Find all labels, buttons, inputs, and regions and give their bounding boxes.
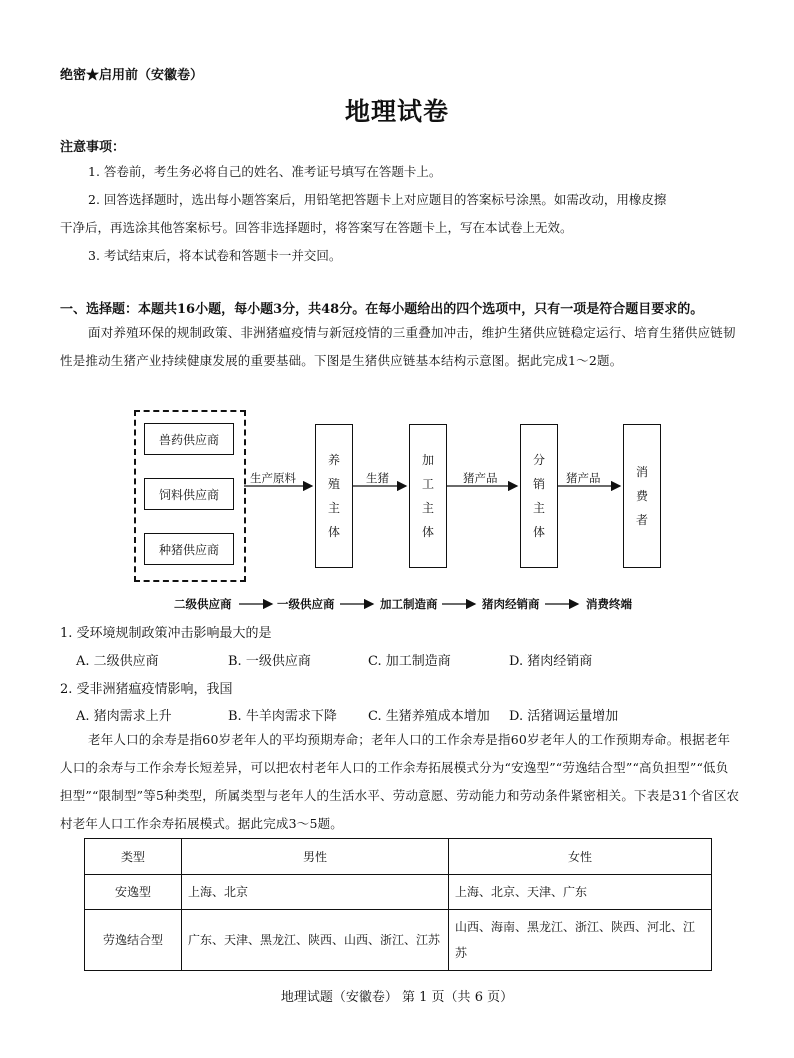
node-char: 主: [421, 501, 434, 515]
table-cell-male: 广东、天津、黑龙江、陕西、山西、浙江、江苏: [182, 910, 449, 971]
page-title: 地理试卷: [344, 97, 449, 126]
chain-distributor: 猪肉经销商: [482, 597, 540, 611]
arrow-label-raw-material: 生产原料: [250, 471, 296, 485]
notice-item-1: 1. 答卷前，考生务必将自己的姓名、准考证号填写在答题卡上。: [88, 164, 442, 179]
page-footer: 地理试题（安徽卷） 第 1 页（共 6 页）: [280, 990, 514, 1005]
table-header-male: 男性: [182, 839, 449, 875]
q2-option-b: B. 牛羊肉需求下降: [228, 709, 337, 724]
table-cell-male: 上海、北京: [182, 875, 449, 910]
table-header-row: [85, 839, 712, 875]
node-char: 者: [635, 513, 648, 527]
table-cell-type: 安逸型: [85, 875, 182, 910]
question-1-stem: 1. 受环境规制政策冲击影响最大的是: [60, 626, 272, 641]
node-char: 费: [635, 489, 648, 503]
exam-tag: 绝密★启用前（安徽卷）: [60, 68, 204, 83]
q1-option-b: B. 一级供应商: [228, 654, 311, 669]
supplier-breeding-pig: 种猪供应商: [144, 533, 234, 565]
chain-primary-supplier: 一级供应商: [277, 597, 335, 611]
node-char: 体: [532, 525, 545, 539]
node-char: 养: [327, 453, 340, 467]
table-cell-female: 上海、北京、天津、广东: [449, 875, 712, 910]
node-char: 消: [635, 465, 648, 479]
q2-option-a: A. 猪肉需求上升: [76, 709, 172, 724]
q1-option-a: A. 二级供应商: [76, 654, 159, 669]
table-cell-female: 山西、海南、黑龙江、浙江、陕西、河北、江苏: [449, 910, 712, 971]
table-row: [85, 910, 712, 971]
supplier-feed: 饲料供应商: [144, 478, 234, 510]
node-char: 加: [421, 453, 434, 467]
notice-heading: 注意事项：: [60, 140, 126, 155]
table-cell-type: 劳逸结合型: [85, 910, 182, 971]
section-heading: 一、选择题：本题共16小题，每小题3分，共48分。在每小题给出的四个选项中，只有一项是符合题目要求的。: [60, 302, 704, 317]
intro-paragraph-2: 老年人口的余寿是指60岁老年人的平均预期寿命；老年人口的工作余寿是指60岁老年人的工作预期寿命。根据老年人口的余寿与工作余寿长短差异，可以把农村老年人口的工作余寿拓展模式分为“安逸型”“劳逸结合型”“高负担型”“低负担型”“限制型”等5种类型，所属类型与老年人的生活水平、劳动意愿、劳动能力和劳动条件紧密相关。下表是31个省区农村老年人口工作余寿拓展模式。据此完成3～5题。: [60, 732, 740, 831]
intro-paragraph-1: 面对养殖环保的规制政策、非洲猪瘟疫情与新冠疫情的三重叠加冲击，维护生猪供应链稳定运行、培育生猪供应链韧性是推动生猪产业持续健康发展的重要基础。下图是生猪供应链基本结构示意图。据此完成1～2题。: [60, 325, 736, 368]
node-char: 销: [532, 477, 545, 491]
node-char: 体: [421, 525, 434, 539]
q2-option-d: D. 活猪调运量增加: [509, 709, 619, 724]
arrow-label-pork-product-1: 猪产品: [463, 471, 498, 485]
node-char: 主: [532, 501, 545, 515]
arrow-label-live-pig: 生猪: [366, 471, 389, 485]
notice-item-2: 2. 回答选择题时，选出每小题答案后，用铅笔把答题卡上对应题目的答案标号涂黑。如需改动，用橡皮擦: [88, 192, 667, 207]
table-row: [85, 875, 712, 910]
table-header-type: 类型: [85, 839, 182, 875]
chain-secondary-supplier: 二级供应商: [174, 597, 232, 611]
table-header-female: 女性: [449, 839, 712, 875]
question-2-stem: 2. 受非洲猪瘟疫情影响，我国: [60, 682, 233, 697]
node-char: 主: [327, 501, 340, 515]
supplier-vet-drug: 兽药供应商: [144, 423, 234, 455]
node-char: 体: [327, 525, 340, 539]
q1-option-d: D. 猪肉经销商: [509, 654, 593, 669]
work-life-table: [84, 838, 712, 971]
q2-option-c: C. 生猪养殖成本增加: [368, 709, 490, 724]
chain-processor: 加工制造商: [380, 597, 438, 611]
node-char: 殖: [327, 477, 340, 491]
notice-item-2-cont: 干净后，再选涂其他答案标号。回答非选择题时，将答案写在答题卡上，写在本试卷上无效。: [60, 220, 573, 235]
node-char: 分: [532, 453, 545, 467]
q1-option-c: C. 加工制造商: [368, 654, 451, 669]
arrow-label-pork-product-2: 猪产品: [566, 471, 601, 485]
notice-item-3: 3. 考试结束后，将本试卷和答题卡一并交回。: [88, 248, 342, 263]
chain-consumer-end: 消费终端: [586, 597, 632, 611]
node-char: 工: [421, 477, 434, 491]
